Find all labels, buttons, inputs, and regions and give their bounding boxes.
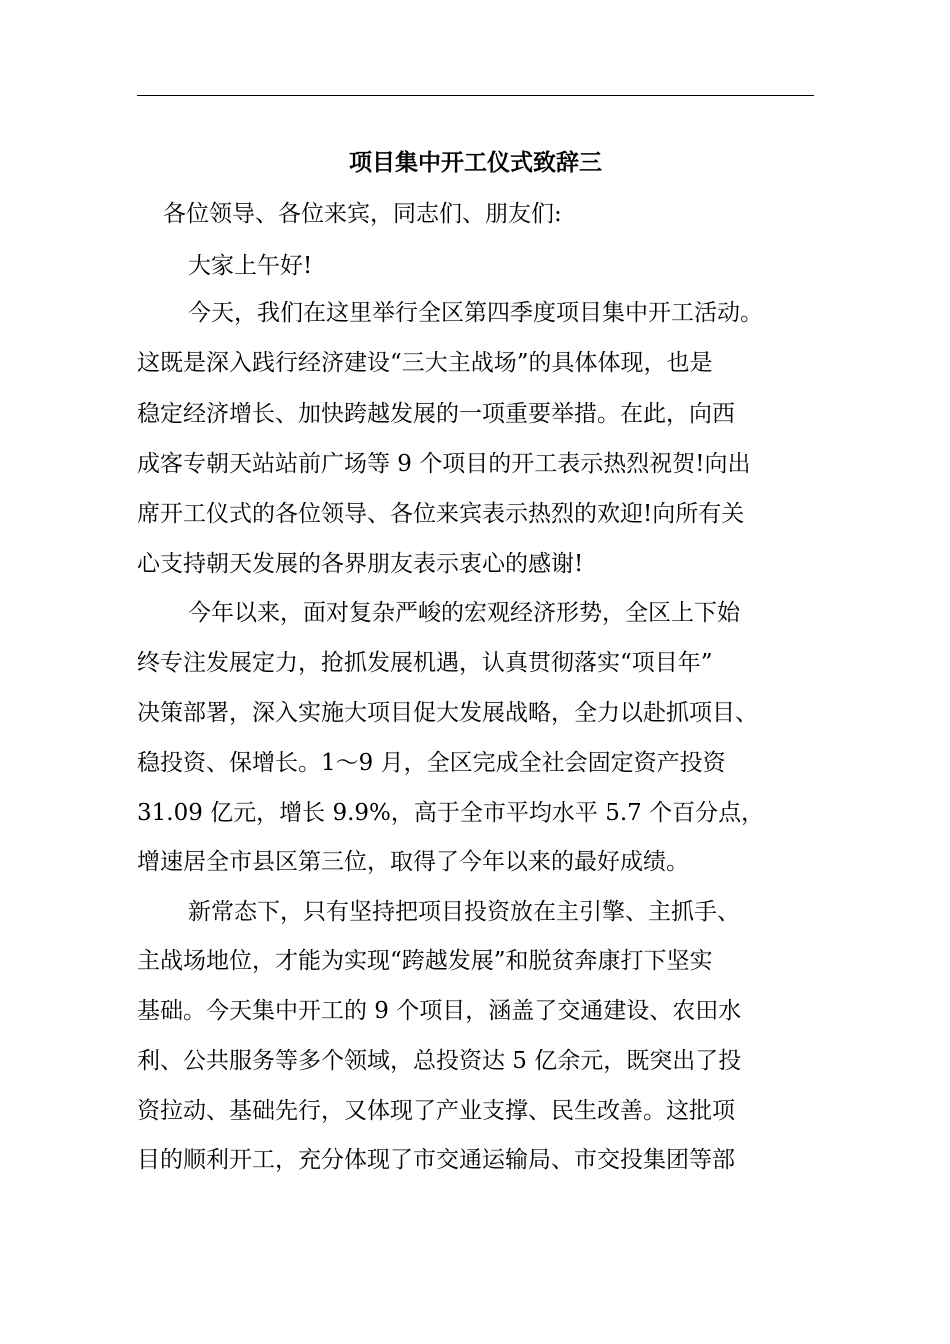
text-line: 资拉动、基础先行，又体现了产业支撑、民生改善。这批项	[137, 1098, 735, 1124]
text-line: 决策部署，深入实施大项目促大发展战略，全力以赴抓项目、	[137, 700, 758, 726]
text-line: 各位领导、各位来宾，同志们、朋友们:	[163, 201, 562, 227]
text-line: 稳投资、保增长。1～9 月，全区完成全社会固定资产投资	[137, 750, 726, 776]
text-line: 今天，我们在这里举行全区第四季度项目集中开工活动。	[188, 300, 763, 326]
text-line: 目的顺利开工，充分体现了市交通运输局、市交投集团等部	[137, 1147, 735, 1173]
text-line: 新常态下，只有坚持把项目投资放在主引擎、主抓手、	[188, 899, 740, 925]
text-line: 主战场地位，才能为实现“跨越发展”和脱贫奔康打下坚实	[137, 948, 713, 974]
text-line: 31.09 亿元，增长 9.9%，高于全市平均水平 5.7 个百分点，	[137, 800, 765, 826]
text-line: 今年以来，面对复杂严峻的宏观经济形势，全区上下始	[188, 600, 740, 626]
text-line: 基础。今天集中开工的 9 个项目，涵盖了交通建设、农田水	[137, 998, 742, 1024]
text-line: 心支持朝天发展的各界朋友表示衷心的感谢!	[137, 551, 584, 577]
text-line: 利、公共服务等多个领域，总投资达 5 亿余元，既突出了投	[137, 1048, 742, 1074]
text-line: 成客专朝天站站前广场等 9 个项目的开工表示热烈祝贺!向出	[137, 451, 751, 477]
header-rule	[137, 95, 814, 96]
document-title: 项目集中开工仪式致辞三	[349, 149, 602, 176]
text-line: 终专注发展定力，抢抓发展机遇，认真贯彻落实“项目年”	[137, 650, 713, 676]
text-line: 增速居全市县区第三位，取得了今年以来的最好成绩。	[137, 849, 689, 875]
text-line: 这既是深入践行经济建设“三大主战场”的具体体现，也是	[137, 350, 713, 376]
text-line: 大家上午好!	[188, 253, 313, 279]
text-line: 稳定经济增长、加快跨越发展的一项重要举措。在此，向西	[137, 401, 735, 427]
text-line: 席开工仪式的各位领导、各位来宾表示热烈的欢迎!向所有关	[137, 501, 745, 527]
